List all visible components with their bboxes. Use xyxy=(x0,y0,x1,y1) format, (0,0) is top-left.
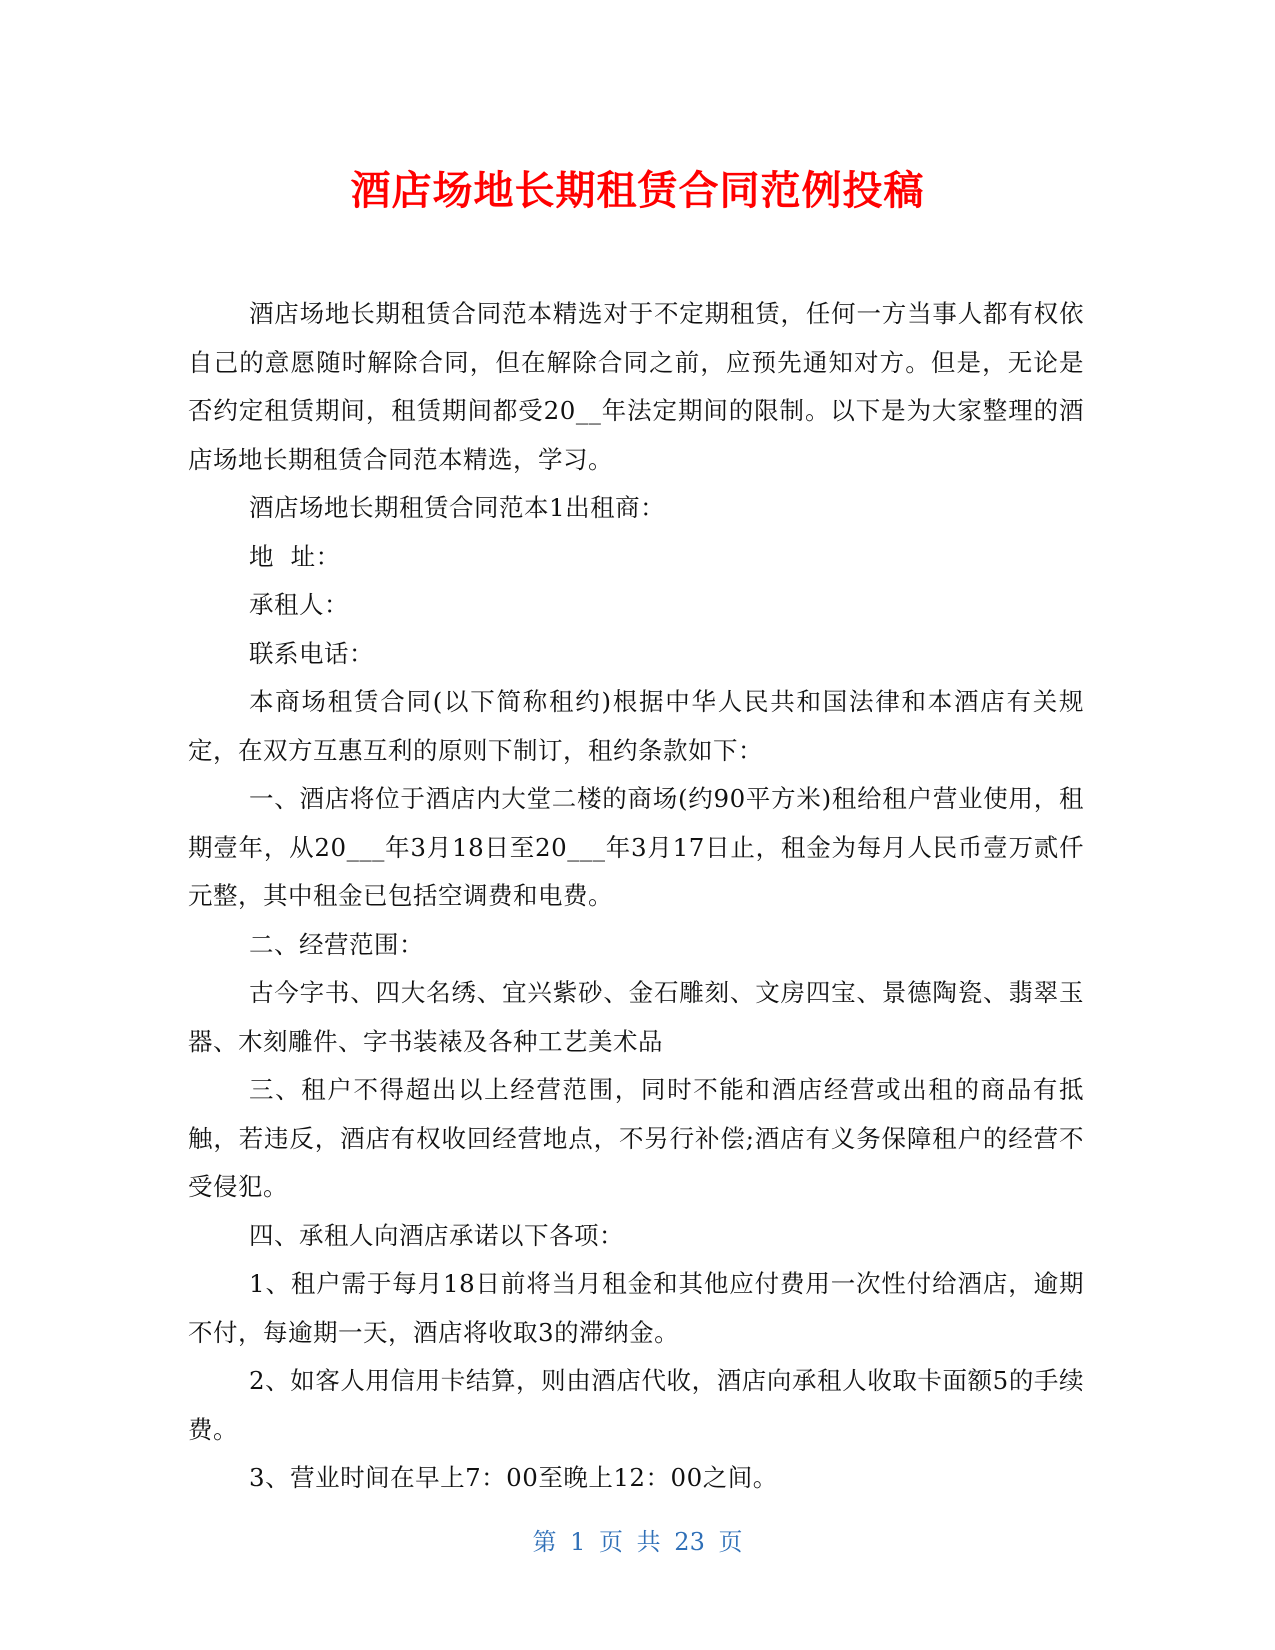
paragraph-clause-3: 三、租户不得超出以上经营范围，同时不能和酒店经营或出租的商品有抵触，若违反，酒店有权收回经营地点，不另行补偿;酒店有义务保障租户的经营不受侵犯。 xyxy=(188,1075,1084,1201)
document-title: 酒店场地长期租赁合同范例投稿 xyxy=(350,168,925,214)
paragraph-intro: 酒店场地长期租赁合同范本精选对于不定期租赁，任何一方当事人都有权依自己的意愿随时解除合同，但在解除合同之前，应预先通知对方。但是，无论是否约定租赁期间，租赁期间都受20__年法定期间的限制。以下是为大家整理的酒店场地长期租赁合同范本精选，学习。 xyxy=(188,299,1084,474)
paragraph-business-scope: 古今字书、四大名绣、宜兴紫砂、金石雕刻、文房四宝、景德陶瓷、翡翠玉器、木刻雕件、字书装裱及各种工艺美术品 xyxy=(188,978,1084,1056)
paragraph-clause-2-heading: 二、经营范围： xyxy=(249,929,424,959)
paragraph-item-3: 3、营业时间在早上7：00至晚上12：00之间。 xyxy=(249,1463,778,1492)
paragraph-preamble: 本商场租赁合同(以下简称租约)根据中华人民共和国法律和本酒店有关规定，在双方互惠互利的原则下制订，租约条款如下： xyxy=(188,687,1084,765)
paragraph-item-2: 2、如客人用信用卡结算，则由酒店代收，酒店向承租人收取卡面额5的手续费。 xyxy=(188,1366,1084,1444)
paragraph-item-1: 1、租户需于每月18日前将当月租金和其他应付费用一次性付给酒店，逾期不付，每逾期一天，酒店将收取3的滞纳金。 xyxy=(188,1269,1084,1347)
paragraph-clause-4-heading: 四、承租人向酒店承诺以下各项： xyxy=(249,1220,624,1250)
paragraph-lessor: 酒店场地长期租赁合同范本1出租商： xyxy=(249,493,666,522)
paragraph-phone: 联系电话： xyxy=(249,638,374,668)
paragraph-clause-1: 一、酒店将位于酒店内大堂二楼的商场(约90平方米)租给租户营业使用，租期壹年，从20___年3月18日至20___年3月17日止，租金为每月人民币壹万贰仟元整，其中租金已包括空调费和电费。 xyxy=(188,784,1084,910)
paragraph-address: 地 址： xyxy=(249,541,341,571)
document-body xyxy=(188,290,1084,1503)
paragraph-lessee: 承租人： xyxy=(249,590,349,619)
page-number: 第 1 页 共 23 页 xyxy=(532,1528,743,1556)
